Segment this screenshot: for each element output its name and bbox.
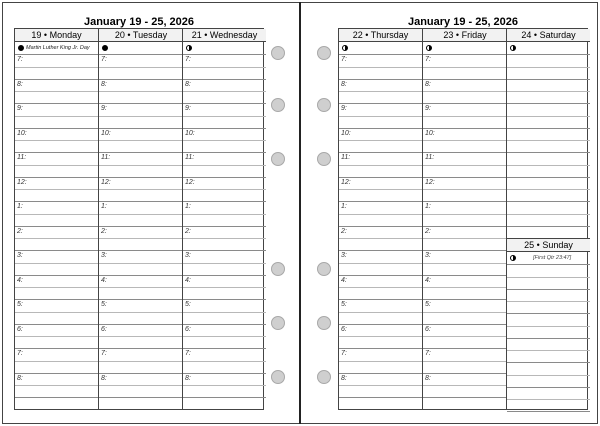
entry-line[interactable]	[423, 116, 507, 117]
entry-line[interactable]	[183, 373, 266, 374]
entry-line[interactable]	[183, 103, 266, 104]
entry-line[interactable]	[15, 250, 98, 251]
hour-label: 7:	[17, 56, 23, 64]
binder-hole	[317, 370, 331, 384]
entry-line[interactable]	[99, 312, 183, 313]
moon-phase-note: [First Qtr 23:47]	[533, 254, 572, 261]
entry-line[interactable]	[423, 385, 507, 386]
entry-line[interactable]	[15, 336, 98, 337]
entry-line[interactable]	[183, 336, 266, 337]
hour-label: 12:	[341, 178, 351, 186]
entry-line[interactable]	[99, 165, 183, 166]
page-divider	[299, 2, 301, 424]
entry-line[interactable]	[339, 226, 422, 227]
entry-line[interactable]	[339, 250, 422, 251]
entry-line[interactable]	[339, 128, 422, 129]
hour-label: 7:	[17, 350, 23, 358]
entry-line[interactable]	[99, 189, 183, 190]
entry-line[interactable]	[423, 397, 507, 398]
entry-line[interactable]	[15, 79, 98, 80]
sunday-block	[507, 238, 590, 409]
day-column	[182, 29, 266, 409]
right-day-grid	[338, 28, 588, 410]
entry-line[interactable]	[99, 128, 183, 129]
binder-hole	[317, 316, 331, 330]
hour-label: 2:	[185, 227, 191, 235]
entry-line[interactable]	[507, 350, 590, 351]
hour-label: 11:	[185, 154, 195, 162]
entry-line[interactable]	[423, 348, 507, 349]
entry-line[interactable]	[423, 79, 507, 80]
day-header: 20 • Tuesday	[99, 29, 183, 42]
entry-line[interactable]	[183, 226, 266, 227]
entry-line[interactable]	[339, 177, 422, 178]
day-header: 25 • Sunday	[507, 239, 590, 252]
entry-line[interactable]	[99, 152, 183, 153]
hour-label: 6:	[185, 325, 191, 333]
entry-line[interactable]	[15, 287, 98, 288]
binder-hole	[317, 262, 331, 276]
entry-line[interactable]	[423, 165, 507, 166]
hour-label: 11:	[341, 154, 351, 162]
moon-phase-icon	[426, 45, 432, 51]
entry-line[interactable]	[339, 103, 422, 104]
day-header: 19 • Monday	[15, 29, 98, 42]
hour-label: 7:	[185, 56, 191, 64]
entry-line[interactable]	[15, 128, 98, 129]
entry-line[interactable]	[99, 116, 183, 117]
hour-label: 5:	[341, 301, 347, 309]
entry-line[interactable]	[99, 250, 183, 251]
entry-line[interactable]	[183, 250, 266, 251]
holiday-label: Martin Luther King Jr. Day	[26, 44, 90, 51]
entry-line[interactable]	[423, 128, 507, 129]
entry-line[interactable]	[423, 312, 507, 313]
entry-line[interactable]	[339, 79, 422, 80]
entry-line[interactable]	[15, 275, 98, 276]
binder-hole	[271, 152, 285, 166]
hour-label: 3:	[425, 252, 431, 260]
entry-line[interactable]	[99, 336, 183, 337]
day-header: 24 • Saturday	[507, 29, 590, 42]
entry-line[interactable]	[99, 324, 183, 325]
entry-line[interactable]	[15, 152, 98, 153]
entry-line[interactable]	[507, 277, 590, 278]
entry-line[interactable]	[339, 263, 422, 264]
binder-hole	[271, 370, 285, 384]
entry-line[interactable]	[339, 373, 422, 374]
hour-label: 7:	[341, 56, 347, 64]
entry-line[interactable]	[99, 361, 183, 362]
entry-line[interactable]	[339, 299, 422, 300]
entry-line[interactable]	[183, 238, 266, 239]
moon-phase-icon	[102, 45, 108, 51]
entry-line[interactable]	[183, 67, 266, 68]
entry-line[interactable]	[423, 287, 507, 288]
entry-line[interactable]	[339, 165, 422, 166]
hour-label: 7:	[425, 350, 431, 358]
entry-line[interactable]	[507, 326, 590, 327]
hour-label: 1:	[17, 203, 23, 211]
moon-phase-icon	[186, 45, 192, 51]
entry-line[interactable]	[99, 54, 183, 55]
hour-label: 11:	[17, 154, 27, 162]
entry-line[interactable]	[15, 299, 98, 300]
entry-line[interactable]	[99, 103, 183, 104]
entry-line[interactable]	[99, 397, 183, 398]
entry-line[interactable]	[183, 177, 266, 178]
entry-line[interactable]	[99, 299, 183, 300]
entry-line[interactable]	[99, 238, 183, 239]
entry-line[interactable]	[507, 177, 590, 178]
hour-label: 12:	[185, 178, 195, 186]
entry-line[interactable]	[183, 152, 266, 153]
entry-line[interactable]	[15, 361, 98, 362]
entry-line[interactable]	[183, 214, 266, 215]
hour-label: 9:	[17, 105, 23, 113]
entry-line[interactable]	[15, 177, 98, 178]
entry-line[interactable]	[99, 214, 183, 215]
hour-label: 4:	[17, 276, 23, 284]
entry-line[interactable]	[15, 201, 98, 202]
entry-line[interactable]	[423, 67, 507, 68]
hour-label: 10:	[101, 129, 111, 137]
entry-line[interactable]	[99, 348, 183, 349]
entry-line[interactable]	[339, 91, 422, 92]
hour-label: 6:	[341, 325, 347, 333]
hour-label: 10:	[17, 129, 27, 137]
entry-line[interactable]	[423, 189, 507, 190]
entry-line[interactable]	[339, 140, 422, 141]
entry-line[interactable]	[423, 299, 507, 300]
day-header: 23 • Friday	[423, 29, 507, 42]
hour-label: 5:	[17, 301, 23, 309]
entry-line[interactable]	[15, 312, 98, 313]
entry-line[interactable]	[15, 263, 98, 264]
hour-label: 4:	[341, 276, 347, 284]
entry-line[interactable]	[183, 128, 266, 129]
hour-label: 1:	[101, 203, 107, 211]
entry-line[interactable]	[507, 387, 590, 388]
hour-label: 9:	[185, 105, 191, 113]
hour-label: 2:	[425, 227, 431, 235]
day-column	[98, 29, 183, 409]
entry-line[interactable]	[339, 152, 422, 153]
entry-line[interactable]	[507, 313, 590, 314]
hour-label: 11:	[425, 154, 435, 162]
binder-hole	[317, 46, 331, 60]
entry-line[interactable]	[339, 336, 422, 337]
day-header: 22 • Thursday	[339, 29, 422, 42]
entry-line[interactable]	[507, 264, 590, 265]
hour-label: 10:	[425, 129, 435, 137]
hour-label: 7:	[341, 350, 347, 358]
hour-label: 1:	[185, 203, 191, 211]
right-week-title: January 19 - 25, 2026	[407, 16, 519, 28]
binder-hole	[271, 46, 285, 60]
entry-line[interactable]	[507, 375, 590, 376]
hour-label: 8:	[101, 80, 107, 88]
entry-line[interactable]	[339, 67, 422, 68]
entry-line[interactable]	[507, 214, 590, 215]
day-column	[506, 29, 590, 409]
moon-phase-icon	[18, 45, 24, 51]
entry-line[interactable]	[423, 238, 507, 239]
entry-line[interactable]	[423, 250, 507, 251]
entry-line[interactable]	[507, 140, 590, 141]
day-column	[339, 29, 422, 409]
entry-line[interactable]	[423, 214, 507, 215]
binder-hole	[317, 152, 331, 166]
moon-phase-icon	[342, 45, 348, 51]
hour-label: 10:	[185, 129, 195, 137]
entry-line[interactable]	[183, 79, 266, 80]
entry-line[interactable]	[15, 165, 98, 166]
hour-label: 7:	[425, 56, 431, 64]
entry-line[interactable]	[99, 79, 183, 80]
entry-line[interactable]	[183, 54, 266, 55]
binder-hole	[271, 316, 285, 330]
entry-line[interactable]	[15, 214, 98, 215]
moon-phase-icon	[510, 255, 516, 261]
entry-line[interactable]	[15, 385, 98, 386]
entry-line[interactable]	[15, 103, 98, 104]
entry-line[interactable]	[99, 287, 183, 288]
entry-line[interactable]	[339, 361, 422, 362]
hour-label: 12:	[101, 178, 111, 186]
entry-line[interactable]	[507, 116, 590, 117]
entry-line[interactable]	[423, 361, 507, 362]
entry-line[interactable]	[423, 177, 507, 178]
entry-line[interactable]	[339, 238, 422, 239]
entry-line[interactable]	[507, 411, 590, 412]
entry-line[interactable]	[339, 116, 422, 117]
entry-line[interactable]	[99, 263, 183, 264]
hour-label: 8:	[17, 374, 23, 382]
entry-line[interactable]	[423, 275, 507, 276]
hour-label: 4:	[185, 276, 191, 284]
entry-line[interactable]	[15, 116, 98, 117]
entry-line[interactable]	[507, 165, 590, 166]
entry-line[interactable]	[423, 91, 507, 92]
left-week-title: January 19 - 25, 2026	[83, 16, 195, 28]
entry-line[interactable]	[339, 275, 422, 276]
hour-label: 9:	[425, 105, 431, 113]
entry-line[interactable]	[99, 226, 183, 227]
entry-line[interactable]	[15, 348, 98, 349]
hour-label: 7:	[185, 350, 191, 358]
entry-line[interactable]	[423, 226, 507, 227]
entry-line[interactable]	[183, 275, 266, 276]
entry-line[interactable]	[99, 91, 183, 92]
hour-label: 12:	[17, 178, 27, 186]
hour-label: 8:	[101, 374, 107, 382]
day-header: 21 • Wednesday	[183, 29, 266, 42]
entry-line[interactable]	[339, 189, 422, 190]
entry-line[interactable]	[15, 67, 98, 68]
left-day-grid	[14, 28, 264, 410]
entry-line[interactable]	[15, 324, 98, 325]
entry-line[interactable]	[15, 189, 98, 190]
hour-label: 3:	[101, 252, 107, 260]
entry-line[interactable]	[99, 140, 183, 141]
hour-label: 7:	[101, 56, 107, 64]
entry-line[interactable]	[183, 201, 266, 202]
entry-line[interactable]	[183, 263, 266, 264]
entry-line[interactable]	[99, 373, 183, 374]
hour-label: 6:	[425, 325, 431, 333]
hour-label: 8:	[341, 80, 347, 88]
binder-hole	[271, 98, 285, 112]
entry-line[interactable]	[339, 54, 422, 55]
hour-label: 3:	[17, 252, 23, 260]
hour-label: 11:	[101, 154, 111, 162]
entry-line[interactable]	[339, 214, 422, 215]
hour-label: 8:	[425, 374, 431, 382]
entry-line[interactable]	[15, 54, 98, 55]
entry-line[interactable]	[183, 397, 266, 398]
day-column	[15, 29, 98, 409]
hour-label: 3:	[185, 252, 191, 260]
entry-line[interactable]	[183, 299, 266, 300]
entry-line[interactable]	[423, 263, 507, 264]
entry-line[interactable]	[339, 385, 422, 386]
hour-label: 12:	[425, 178, 435, 186]
hour-label: 7:	[101, 350, 107, 358]
entry-line[interactable]	[507, 128, 590, 129]
entry-line[interactable]	[339, 397, 422, 398]
entry-line[interactable]	[15, 226, 98, 227]
entry-line[interactable]	[507, 79, 590, 80]
hour-label: 1:	[425, 203, 431, 211]
entry-line[interactable]	[183, 189, 266, 190]
entry-line[interactable]	[423, 140, 507, 141]
hour-label: 5:	[425, 301, 431, 309]
entry-line[interactable]	[507, 67, 590, 68]
entry-line[interactable]	[15, 238, 98, 239]
hour-label: 6:	[101, 325, 107, 333]
entry-line[interactable]	[15, 373, 98, 374]
entry-line[interactable]	[507, 289, 590, 290]
entry-line[interactable]	[183, 287, 266, 288]
hour-label: 2:	[341, 227, 347, 235]
entry-line[interactable]	[99, 275, 183, 276]
hour-label: 3:	[341, 252, 347, 260]
entry-line[interactable]	[339, 201, 422, 202]
hour-label: 4:	[101, 276, 107, 284]
entry-line[interactable]	[423, 201, 507, 202]
entry-line[interactable]	[507, 152, 590, 153]
entry-line[interactable]	[507, 226, 590, 227]
binder-hole	[317, 98, 331, 112]
entry-line[interactable]	[15, 397, 98, 398]
hour-label: 9:	[341, 105, 347, 113]
entry-line[interactable]	[339, 324, 422, 325]
entry-line[interactable]	[507, 201, 590, 202]
entry-line[interactable]	[183, 361, 266, 362]
hour-label: 8:	[17, 80, 23, 88]
entry-line[interactable]	[99, 201, 183, 202]
entry-line[interactable]	[507, 338, 590, 339]
binder-hole	[271, 262, 285, 276]
entry-line[interactable]	[507, 301, 590, 302]
entry-line[interactable]	[423, 336, 507, 337]
hour-label: 2:	[101, 227, 107, 235]
entry-line[interactable]	[15, 91, 98, 92]
hour-label: 9:	[101, 105, 107, 113]
entry-line[interactable]	[99, 385, 183, 386]
entry-line[interactable]	[183, 324, 266, 325]
entry-line[interactable]	[339, 287, 422, 288]
entry-line[interactable]	[183, 116, 266, 117]
entry-line[interactable]	[183, 385, 266, 386]
hour-label: 2:	[17, 227, 23, 235]
entry-line[interactable]	[339, 312, 422, 313]
entry-line[interactable]	[423, 152, 507, 153]
entry-line[interactable]	[99, 177, 183, 178]
entry-line[interactable]	[99, 67, 183, 68]
hour-label: 4:	[425, 276, 431, 284]
hour-label: 8:	[185, 374, 191, 382]
entry-line[interactable]	[423, 373, 507, 374]
entry-line[interactable]	[183, 140, 266, 141]
hour-label: 5:	[101, 301, 107, 309]
entry-line[interactable]	[339, 348, 422, 349]
entry-line[interactable]	[507, 399, 590, 400]
hour-label: 1:	[341, 203, 347, 211]
entry-line[interactable]	[423, 324, 507, 325]
day-column	[422, 29, 507, 409]
entry-line[interactable]	[183, 348, 266, 349]
hour-label: 8:	[185, 80, 191, 88]
moon-phase-icon	[510, 45, 516, 51]
hour-label: 5:	[185, 301, 191, 309]
hour-label: 8:	[425, 80, 431, 88]
hour-label: 8:	[341, 374, 347, 382]
entry-line[interactable]	[423, 54, 507, 55]
entry-line[interactable]	[423, 103, 507, 104]
entry-line[interactable]	[507, 54, 590, 55]
entry-line[interactable]	[183, 165, 266, 166]
entry-line[interactable]	[183, 312, 266, 313]
hour-label: 6:	[17, 325, 23, 333]
entry-line[interactable]	[507, 362, 590, 363]
entry-line[interactable]	[507, 103, 590, 104]
entry-line[interactable]	[15, 140, 98, 141]
entry-line[interactable]	[183, 91, 266, 92]
entry-line[interactable]	[507, 91, 590, 92]
entry-line[interactable]	[507, 189, 590, 190]
hour-label: 10:	[341, 129, 351, 137]
